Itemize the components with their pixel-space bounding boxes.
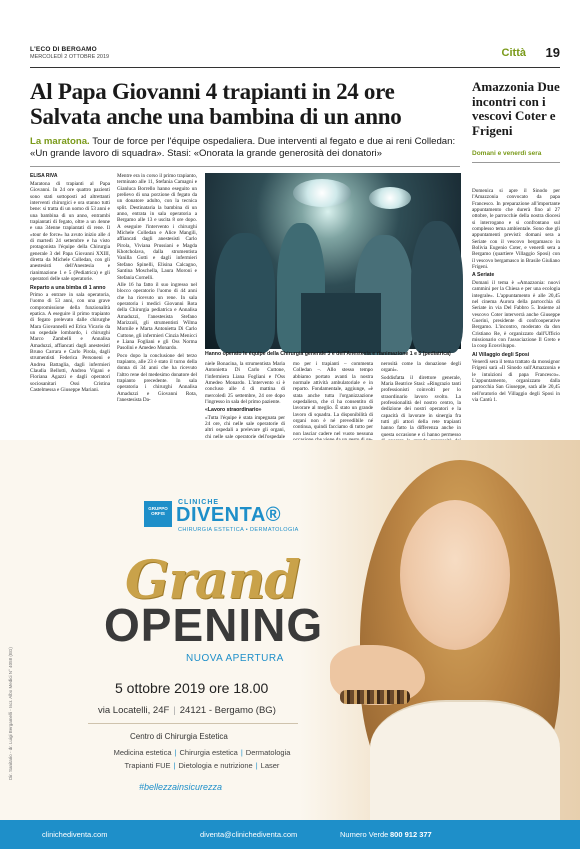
paragraph: Primo a entrare in sala operatoria, l'uomo di 53 anni, con una grave compromissione della funzionalità epatica. A eseguire il primo trapianto di fegato prelevato dalle chirurghe Mara Giovannelli ed Erica Vicario da un ospedale lombardo, i chirurghi Marco Zambelli e Annalisa Amaduzzi, affiancati dagli anestesisti Bruno Carrara e Carlo Pirola, dagli strumentisti Federica Personeni e Andrea Battaglia, dagli infermieri Claudia Bellotti, Andrea Vigani e Floriana Agazzi e dagli operatori sociosanitari Ossi Cristina Castelmessa e Giuseppe Mariani. bbox=[30, 291, 110, 393]
subheading: Reparto a una bimba di 1 anno bbox=[30, 284, 106, 291]
paragraph: Alle 16 ha fatto il suo ingresso nel blocco operatorio l'uomo di 44 anni che ha ricevuto un rene. In sala operatoria i medici Giovanni Rota della Chirurgia pediatrica e Annalisa Amaduzzi, l'anestesista Stefano Marizzoli, gli strumentisti Wilma Mornile e Marta Antonietta Di Carlo Cuttone, gli infermieri Cinzia Menicci e Liana Fogliani e gli Oss Norma Pasolini e Amedeo Monardo. bbox=[117, 281, 197, 352]
logo-prefix: CLINICHE bbox=[178, 499, 220, 506]
article-kicker: La maratona. bbox=[30, 136, 90, 147]
ad-divider bbox=[88, 723, 298, 724]
separator: | bbox=[173, 705, 176, 716]
paragraph: niele Bonacina, la strumentista Maria Antonietta Di Carlo Cuttone, l'infermiera Liana Fogliani e l'Oss Amedeo Monardo. L'intervento si è concluso alle 4 di mattina di mercoledì 25 settembre, 24 ore dopo l'ingresso in sala del primo paziente. bbox=[205, 361, 285, 406]
separator: | bbox=[255, 760, 258, 770]
subheading: Al Villaggio degli Sposi bbox=[472, 351, 530, 358]
surgeon-figure bbox=[215, 233, 275, 353]
model-face bbox=[400, 500, 510, 650]
toll-free-label: Numero Verde bbox=[340, 830, 389, 839]
surgical-lamp bbox=[369, 187, 411, 209]
model-shirt bbox=[370, 700, 560, 820]
surgeon-figure bbox=[411, 221, 463, 353]
opening-text: OPENING bbox=[104, 599, 324, 651]
center-title: Centro di Chirurgia Estetica bbox=[130, 732, 228, 741]
paragraph: Maratona di trapianti al Papa Giovanni. In 24 ore quattro pazienti sono stati sottoposti ad altrettanti interventi chirurgici e ora stanno tutti bene: si tratta di un uomo di 53 anni e una bambina di un anno, entrambi trapiantati di fegato, oltre a un 4enne e una 34enne trapiantati di rene. Il «tour de force» ha avuto inizio alle 4 di martedì 24 settembre e ha visto protagonista l'équipe della Chirurgia generale 3 del Papa Giovanni XXIII, diretta da Michele Colledan, con gli anestesisti dell'Anestesia e rianimazione 1 e 5 (Pediatrica) e gli operatori delle sale operatorie. bbox=[30, 181, 110, 283]
paragraph: nerosità come la donazione degli organi». bbox=[381, 361, 461, 374]
model-bracelet bbox=[340, 690, 410, 704]
separator: | bbox=[174, 748, 177, 757]
article-column-3 bbox=[205, 361, 285, 440]
service-item: Dietologia e nutrizione bbox=[178, 760, 253, 770]
deck-divider bbox=[30, 166, 460, 167]
advertisement bbox=[0, 440, 580, 849]
service-item: Trapianti FUE bbox=[124, 760, 171, 770]
paragraph: «Tutta l'équipe è stata impegnata per 24 ore, chi nelle sale operatorie di altri ospedali a prelevare gli organi, chi nelle sale operatorie dell'ospedale bbox=[205, 414, 285, 440]
article-column-4 bbox=[293, 361, 373, 437]
website-link[interactable]: clinichediventa.com bbox=[42, 830, 108, 839]
sidebar-divider bbox=[472, 162, 560, 163]
operating-table bbox=[301, 293, 381, 353]
service-item: Dermatologia bbox=[245, 748, 291, 757]
article-byline: ELISA RIVA bbox=[30, 173, 58, 179]
article-column-5 bbox=[381, 361, 461, 438]
address-city: 24121 - Bergamo (BG) bbox=[179, 705, 276, 716]
sidebar-column bbox=[472, 188, 560, 434]
page-masthead bbox=[30, 46, 560, 68]
subheading: A Seriate bbox=[472, 272, 495, 279]
subheading: «Lavoro straordinario» bbox=[205, 407, 262, 414]
article-column-2 bbox=[117, 173, 197, 433]
section-name: Città bbox=[501, 47, 526, 59]
logo-tagline: CHIRURGIA ESTETICA • DERMATOLOGIA bbox=[178, 527, 299, 533]
article-deck bbox=[30, 136, 460, 160]
photo-caption: Hanno operato le équipe della Chirurgia generale 3 e dell'Anestesia e rianimazione 1 e 5 (pediatrica) bbox=[205, 351, 451, 357]
publication-date: MERCOLEDÌ 2 OTTOBRE 2019 bbox=[30, 54, 110, 60]
paragraph: Mentre era in corso il primo trapianto, terminato alle 11, Stefania Camagni e Gianluca Borrello hanno eseguito un prelievo di una porzione di fegato da un donatore adulto, con la tecnica split. Destinataria la bambina di un anno, entrata in sala operatoria a Bergamo alle 13 e uscita 8 ore dopo. A eseguire l'intervento i chirurghi Michele Colledan e Alice Mangili, affiancati dagli anestesisti Carlo Pirola, Viviana Prussiani e Magda Khotcholava, dalla strumentista Vanilla Gotti e dagli infermieri Stefano Spinelli, Elisina Calcagno, Santina Moschella, Laura Moroni e Stefania Cornelli. bbox=[117, 173, 197, 281]
ad-footer-bar bbox=[0, 820, 580, 849]
separator: | bbox=[240, 748, 243, 757]
event-date: 5 ottobre 2019 ore 18.00 bbox=[115, 680, 269, 696]
sidebar-headline: Amazzonia Due incontri con i vescovi Coter e Frigeni bbox=[472, 79, 560, 138]
service-item: Chirurgia estetica bbox=[179, 748, 238, 757]
event-address bbox=[98, 705, 276, 716]
paragraph: Poco dopo la conclusione del terzo trapianto, alle 23 è stato il turno della donna di 34 anni che ha ricevuto l'altro rene del medesimo donatore del trapianto precedente. In sala operatoria i chirurghi Annalisa Amaduzzi e Giovanni Rota, l'anestesista Da- bbox=[117, 352, 197, 404]
surgical-lamp bbox=[293, 179, 351, 207]
page-number: 19 bbox=[545, 45, 560, 60]
article-deck-text: Tour de force per l'équipe ospedaliera. Due interventi al fegato e due ai reni Colledan: «Un grande lavoro di squadra». Stasi: «Onorata la grande generosità dei donatori» bbox=[30, 136, 456, 159]
paragraph: Venerdì sera il tema trattato da monsignor Frigeni sarà «Il Sinodo sull'Amazzonia e le intuizioni di papa Francesco». L'appuntamento, organizzato dalla parrocchia San Giuseppe, sarà alle 20,45 nell'oratorio del Villaggio degli Sposi in via Cantù 1. bbox=[472, 358, 560, 403]
email-link[interactable]: diventa@clinichediventa.com bbox=[200, 830, 298, 839]
medical-director-note: Dir. Sanitario - dr. Luigi Bergamelli - Iscr. Albo Medici N° 4058 (BG) bbox=[8, 647, 13, 780]
paragraph: Domenica si apre il Sinodo per l'Amazzonia convocato da papa Francesco. In preparazione all'importante appuntamento che durerà fino al 27 ottobre, le parrocchie della nostra diocesi si interrogano e si confrontano sul complesso tema ambientale. Sono due gli appuntamenti previsti: domani sera a Seriate con il vescovo bergamasco in Bolivia Eugenio Coter, e venerdì sera a Bergamo (quartiere Villaggio Sposi) con il vescovo bergamasco in Brasile Giuliano Frigeni. bbox=[472, 188, 560, 271]
surgery-photo bbox=[205, 173, 461, 349]
services-list bbox=[92, 747, 312, 772]
sidebar-subtitle: Domani e venerdì sera bbox=[472, 150, 542, 157]
grand-text: Grand bbox=[125, 550, 300, 611]
address-street: via Locatelli, 24F bbox=[98, 705, 170, 716]
article-headline: Al Papa Giovanni 4 trapianti in 24 ore Salvata anche una bambina di un anno bbox=[30, 79, 402, 129]
paragraph: Soddisfatta il direttore generale, Maria Beatrice Stasi: «Ringrazio tanti professionisti coinvolti per lo straordinario lavoro svolto. La professionalità del nostro centro, la dedizione dei nostri operatori e la capacità di lavorare in sinergia fra tutti gli attori della rete trapianti hanno fatto la differenza anche in questa occasione e ci hanno permesso bbox=[381, 374, 461, 438]
paragraph: Domani il tema è «Amazzonia: nuovi cammini per la Chiesa e per una ecologia integrale». L'appuntamento è alle 20,45 nel cinema Aurora della parrocchia di Seriate in via Del Fabbro 5. Insieme al vescovo Coter interverrà anche Giuseppe Guerini, presidente di confcooperative Bergamo. L'incontro, moderato da don Cristiano Re, è organizzato dall'Ufficio missionario con l'associazione Il Greto e la coop Ecosviluppo. bbox=[472, 279, 560, 350]
logo-name: DIVENTA® bbox=[176, 504, 282, 526]
service-item: Medicina estetica bbox=[113, 748, 172, 757]
publication-name: L'ECO DI BERGAMO bbox=[30, 46, 97, 53]
new-opening-label: NUOVA APERTURA bbox=[186, 653, 284, 664]
service-item: Laser bbox=[260, 760, 280, 770]
paragraph: mo per i trapianti – commenta Colledan –. Allo stesso tempo abbiamo portato avanti la nostra normale attività ambulatoriale e in reparto. Fondamentale, aggiunge, «è stata anche tutta l'organizzazione ospedaliera, che ci ha consentito di lavorare al meglio. È stato un grande lavoro di squadra. La disponibilità di organi non è né prevedibile né continua, quindi facciamo di tutto per non lasciar cadere nel vuoto nessuna bbox=[293, 361, 373, 437]
separator: | bbox=[173, 760, 176, 770]
hashtag: #bellezzainsicurezza bbox=[139, 782, 223, 792]
article-column-1 bbox=[30, 181, 110, 433]
toll-free-number[interactable]: 800 912 377 bbox=[390, 830, 432, 839]
group-logo-box: GRUPPO ORFIS bbox=[144, 501, 172, 527]
